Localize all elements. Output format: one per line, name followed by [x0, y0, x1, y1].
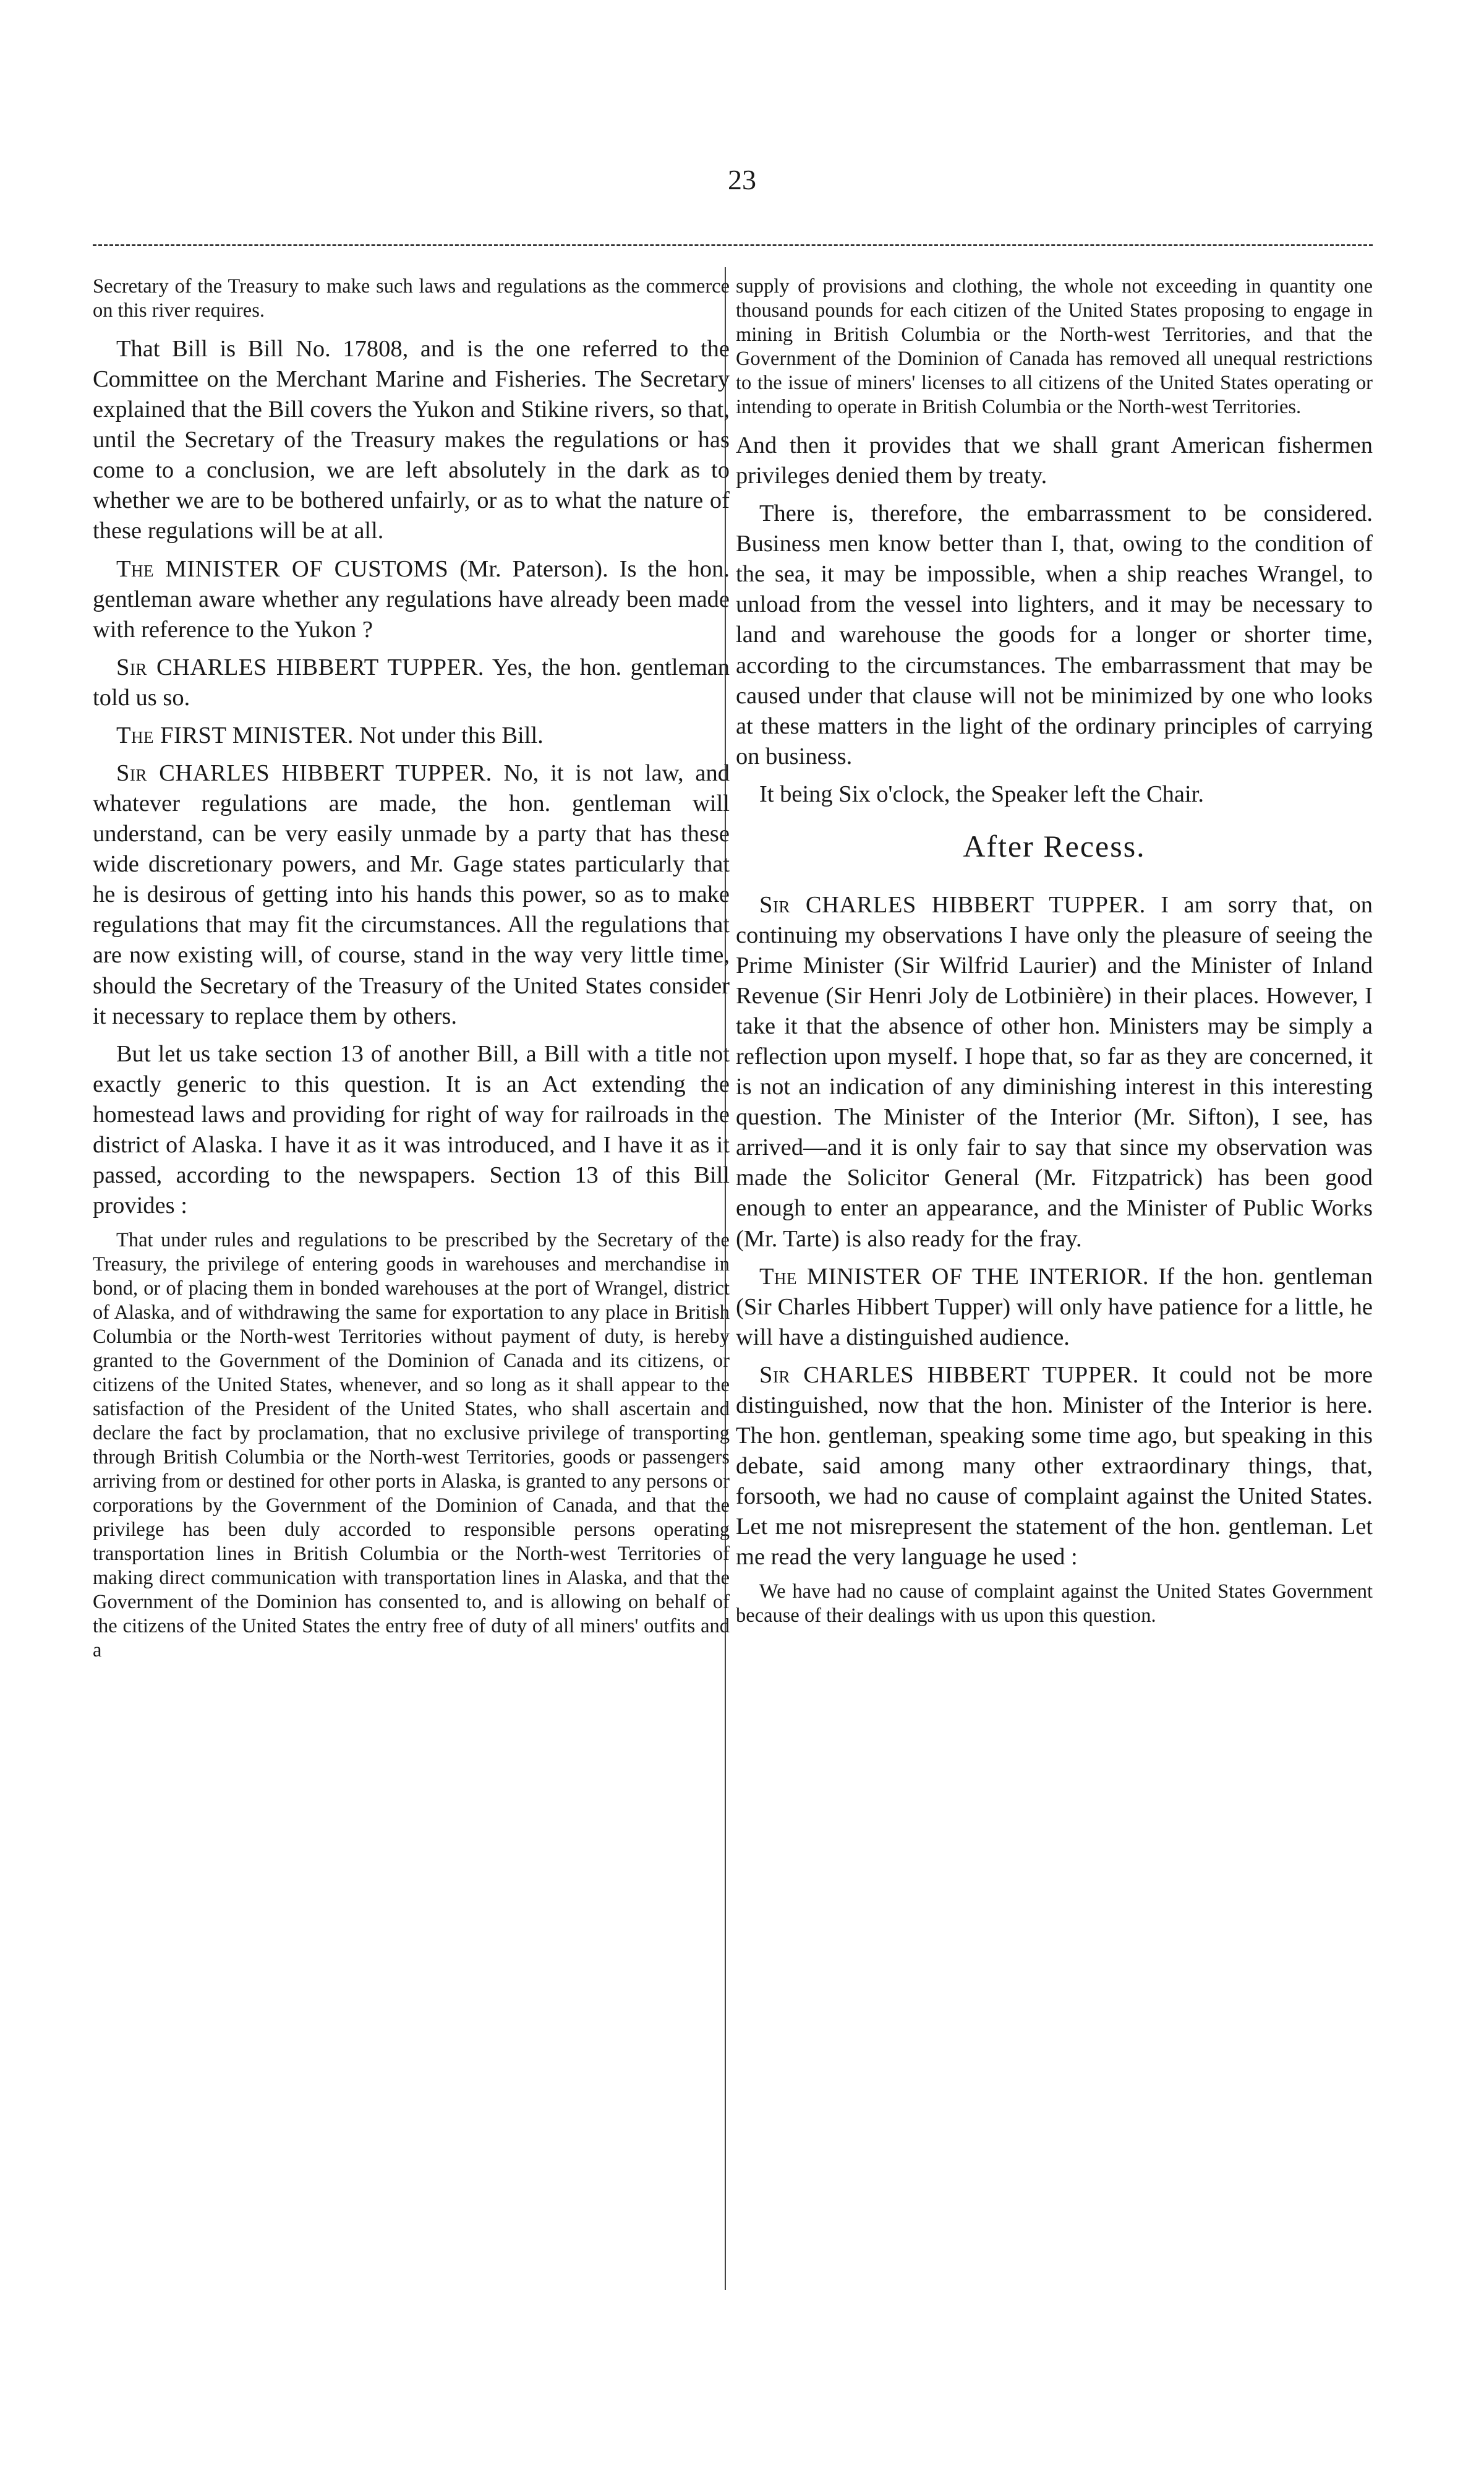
left-column: [93, 272, 730, 1674]
paragraph: [736, 1360, 1373, 1573]
paragraph: That Bill is Bill No. 17808, and is the one referred to the Committee on the Merchant Marine and Fisheries. The Secretary explained that the Bill covers the Yukon and Stikine rivers, so that, until the Secretary of the Treasury makes the regulations or has come to a conclusion, we are left absolutely in the dark as to whether we are to be bothered unfairly, or as to what the nature of these regulations will be at all.: [93, 336, 730, 544]
paragraph: [93, 554, 730, 645]
header-rule: [93, 244, 1373, 246]
speaker-name: The MINISTER OF CUSTOMS: [116, 555, 449, 582]
paragraph: It being Six o'clock, the Speaker left the Chair.: [759, 781, 1204, 807]
section-heading: After Recess.: [963, 828, 1146, 863]
quoted-statement: We have had no cause of complaint against the United States Government because of their dealings with us upon this question.: [736, 1580, 1373, 1627]
speech-text: It could not be more distinguished, now that the hon. Minister of the Interior is here. The hon. gentleman, speaking some time ago, but speaking in this debate, said among many other extraordinary things, that, forsooth, we had no cause of complaint against the United States. Let me not misrepresent the statement of the hon. gentleman. Let me read the very language he used :: [736, 1361, 1373, 1570]
paragraph: [736, 890, 1373, 1254]
speech-text: No, it is not law, and whatever regulations are made, the hon. gentleman will understand, can be very easily unmade by a party that has these wide discretionary powers, and Mr. Gage states particularly that he is desirous of getting into his hands this power, so as to make regulations that may fit the circumstances. All the regulations that are now existing will, of course, stand in the way very little time, should the Secretary of the Treasury of the United States consider it necessary to replace them by others.: [93, 760, 730, 1029]
quote-continuation: supply of provisions and clothing, the whole not exceeding in quantity one thousand pounds for each citizen of the United States proposing to engage in mining in British Columbia or the North-west Territories, and that the Government of the Dominion of Canada has removed all unequal restrictions to the issue of miners' licenses to all citizens of the United States operating or intending to operate in British Columbia or the North-west Territories.: [736, 275, 1373, 418]
speaker-name: Sir CHARLES HIBBERT TUPPER.: [116, 654, 484, 680]
speech-text: Yes, the hon. gentleman told us so.: [93, 654, 730, 711]
quoted-bill-section: That under rules and regulations to be prescribed by the Secretary of the Treasury, the privilege of entering goods in warehouses and merchandise in bond, or of placing them in bonded warehouses at the port of Wrangel, district of Alaska, and of withdrawing the same for exportation to any place in British Columbia or the North-west Territories without payment of duty, is hereby granted to the Government of the Dominion of Canada and its citizens, or citizens of the United States, whenever, and so long as it shall appear to the satisfaction of the President of the United States, who shall ascertain and declare the fact by proclamation, that no exclusive privilege of transporting through British Columbia or the North-west Territories, goods or passengers arriving from or destined for other ports in Alaska, is granted to any persons or corporations by the Government of the Dominion of Canada, and that the privilege has been duly accorded to responsible persons operating transportation lines in British Columbia or the North-west Territories of making direct communication with transportation lines in Alaska, and that the Government of the Dominion has consented to, and is allowing on behalf of the citizens of the United States the entry free of duty of all miners' outfits and a: [93, 1229, 730, 1662]
paragraph: [93, 721, 730, 751]
speaker-name: Sir CHARLES HIBBERT TUPPER.: [116, 760, 492, 787]
speaker-name: The MINISTER OF THE INTERIOR.: [759, 1263, 1149, 1290]
paragraph: But let us take section 13 of another Bill, a Bill with a title not exactly generic to this question. It is an Act extending the homestead laws and providing for right of way for railroads in the district of Alaska. I have it as it was introduced, and I have it as it passed, according to the newspapers. Section 13 of this Bill provides :: [93, 1040, 730, 1219]
speech-text: (Mr. Paterson). Is the hon. gentleman aware whether any regulations have already been made with reference to the Yukon ?: [93, 555, 730, 643]
page-number: 23: [728, 164, 756, 195]
paragraph: [93, 758, 730, 1032]
right-column: [736, 272, 1373, 1639]
paragraph: [736, 1262, 1373, 1353]
paragraph: There is, therefore, the embarrassment to be considered. Business men know better than I, that, owing to the condition of the sea, it may be impossible, when a ship reaches Wrangel, to unload from the vessel into lighters, and it may be necessary to land and warehouse the goods for a longer or shorter time, according to the circumstances. The embarrassment that may be caused under that clause will not be minimized by one who looks at these matters in the light of the ordinary principles of carrying on business.: [736, 500, 1373, 769]
speech-text: I am sorry that, on continuing my observations I have only the pleasure of seeing the Prime Minister (Sir Wilfrid Laurier) and the Minister of Inland Revenue (Sir Henri Joly de Lotbinière) in their places. However, I take it that the absence of other hon. Ministers may be simply a reflection upon myself. I hope that, so far as they are concerned, it is not an indication of any diminishing interest in this interesting question. The Minister of the Interior (Mr. Sifton), I see, has arrived—and it is only fair to say that since my observation was made the Solicitor General (Mr. Fitzpatrick) has been good enough to enter an appearance, and the Minister of Public Works (Mr. Tarte) is also ready for the fray.: [736, 891, 1373, 1252]
quote-continuation: Secretary of the Treasury to make such laws and regulations as the commerce on this river requires.: [93, 275, 730, 322]
paragraph: And then it provides that we shall grant American fishermen privileges denied them by treaty.: [736, 432, 1373, 489]
paragraph: [93, 653, 730, 713]
speech-text: Not under this Bill.: [353, 722, 544, 748]
speaker-name: The FIRST MINISTER.: [116, 722, 354, 748]
speaker-name: Sir CHARLES HIBBERT TUPPER.: [759, 1361, 1139, 1388]
speech-text: If the hon. gentleman (Sir Charles Hibbert Tupper) will only have patience for a little, he will have a distinguished audience.: [736, 1263, 1373, 1350]
speaker-name: Sir CHARLES HIBBERT TUPPER.: [759, 891, 1146, 918]
